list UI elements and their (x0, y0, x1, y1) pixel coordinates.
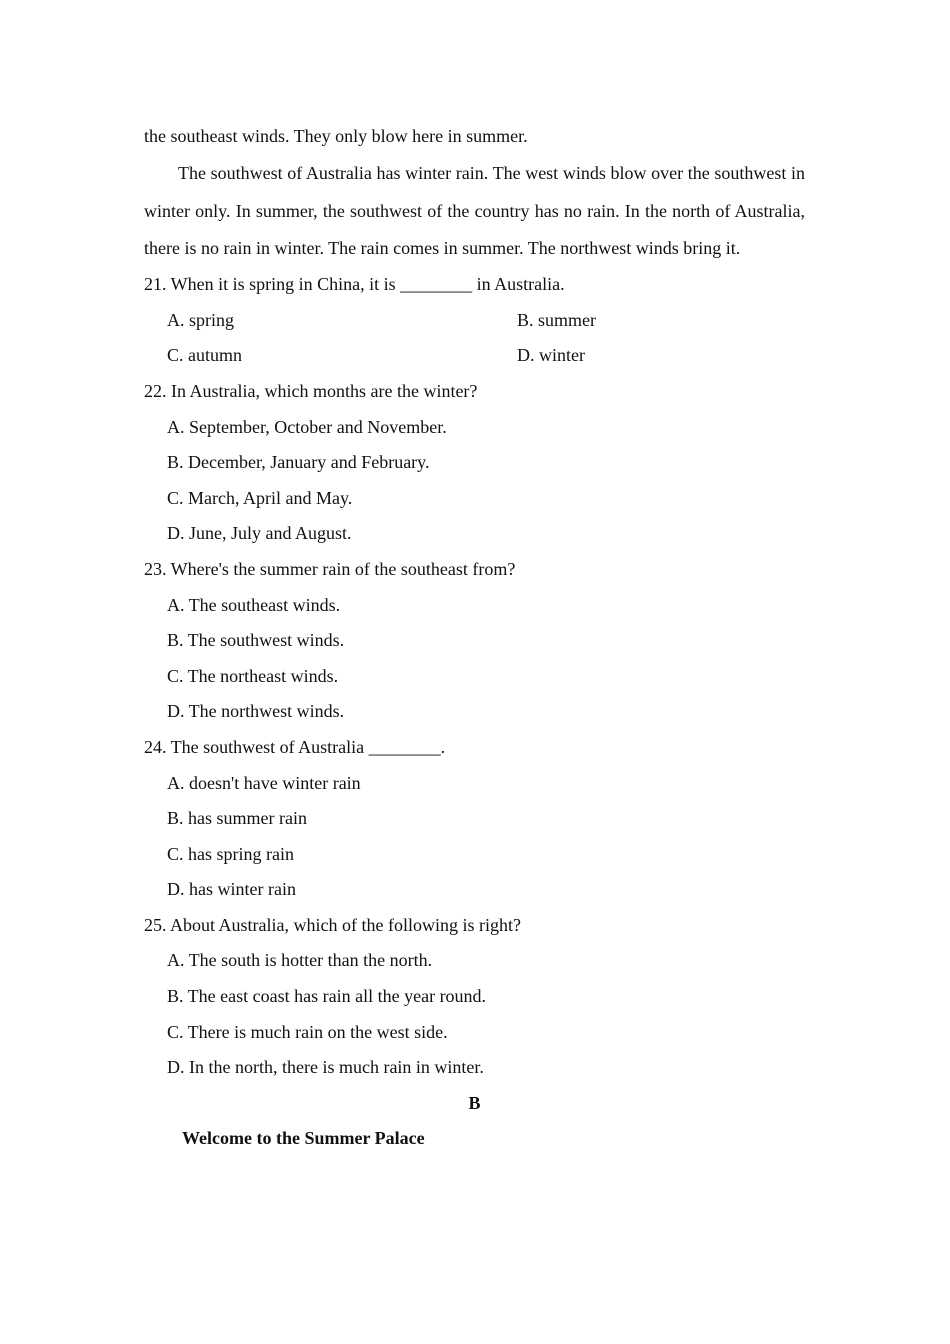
option-d: D. June, July and August. (167, 523, 352, 544)
question-25 (144, 908, 805, 1086)
option-d: D. In the north, there is much rain in winter. (167, 1057, 484, 1078)
question-stem: 25. About Australia, which of the following is right? (144, 914, 521, 935)
option-a: A. September, October and November. (167, 416, 447, 437)
option-d: D. winter (517, 345, 585, 366)
question-23 (144, 552, 805, 730)
option-d: D. The northwest winds. (167, 701, 345, 722)
option-c: C. The northeast winds. (167, 665, 339, 686)
option-c: C. autumn (167, 345, 242, 366)
option-b: B. has summer rain (167, 808, 307, 829)
option-b: B. The southwest winds. (167, 630, 345, 651)
document-page (144, 118, 805, 1157)
passage-continuation: the southeast winds. They only blow here in summer. (144, 126, 528, 146)
question-24 (144, 730, 805, 908)
option-row (144, 338, 805, 374)
option-c: C. has spring rain (167, 843, 294, 864)
option-d: D. has winter rain (167, 879, 296, 900)
option-b: B. The east coast has rain all the year round. (167, 986, 487, 1007)
option-c: C. March, April and May. (167, 487, 353, 508)
option-a: A. doesn't have winter rain (167, 772, 361, 793)
option-c: C. There is much rain on the west side. (167, 1021, 448, 1042)
option-row (144, 303, 805, 339)
option-a: A. spring (167, 309, 234, 330)
section-label: B (468, 1092, 481, 1113)
question-stem: 21. When it is spring in China, it is ________ in Australia. (144, 274, 565, 295)
option-b: B. summer (517, 309, 596, 330)
question-stem: 22. In Australia, which months are the winter? (144, 380, 478, 401)
question-22 (144, 374, 805, 552)
question-stem: 24. The southwest of Australia ________. (144, 736, 446, 757)
option-a: A. The south is hotter than the north. (167, 950, 433, 971)
passage-paragraph: The southwest of Australia has winter rain. The west winds blow over the southwest in winter only. In summer, the southwest of the country has no rain. In the north of Australia, there is no rain in winter. The rain comes in summer. The northwest winds bring it. (144, 163, 805, 258)
question-21 (144, 267, 805, 374)
option-b: B. December, January and February. (167, 452, 430, 473)
section-title: Welcome to the Summer Palace (182, 1128, 425, 1149)
option-a: A. The southeast winds. (167, 594, 341, 615)
question-stem: 23. Where's the summer rain of the southeast from? (144, 558, 516, 579)
